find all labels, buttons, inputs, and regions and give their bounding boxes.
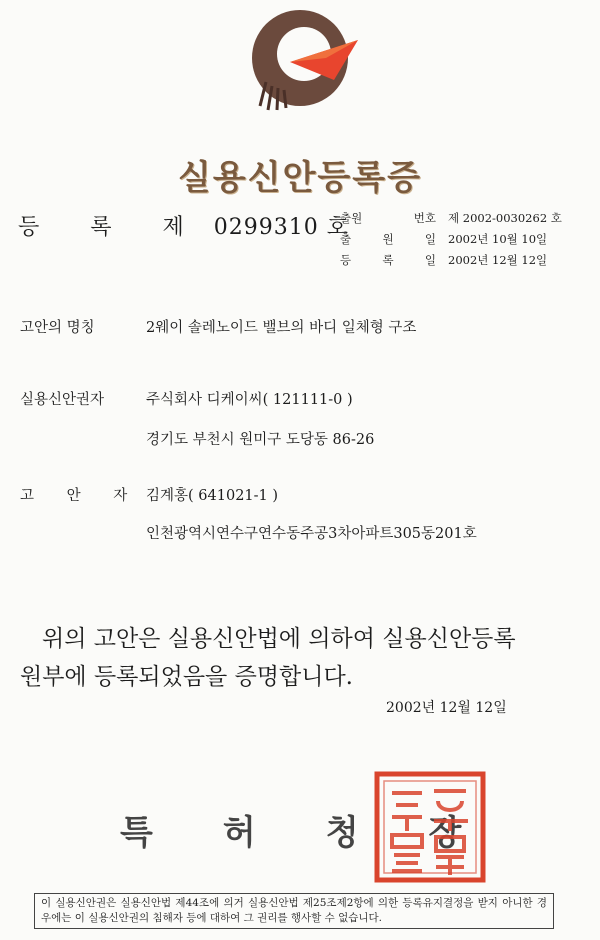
meta-value: 2002년 12월 12일	[448, 253, 548, 267]
device-name-label: 고안의 명칭	[20, 320, 95, 336]
footer-legal-note: 이 실용신안권은 실용신안법 제44조에 의거 실용신안법 제25조제2항에 의한 등록유지결정을 받지 아니한 경우에는 이 실용신안권의 침해자 등에 대하여 그 권리를 행사할 수 없습니다.	[34, 893, 554, 929]
meta-key: 출원 번호	[340, 211, 436, 225]
holder-address: 경기도 부천시 원미구 도당동 86-26	[146, 432, 375, 448]
registration-value: 0299310	[213, 215, 319, 240]
statement-line-1: 위의 고안은 실용신안법에 의하여 실용신안등록	[42, 626, 516, 652]
official-seal-icon	[374, 771, 486, 883]
registration-label: 등 록 제	[18, 215, 206, 240]
emblem-logo-icon	[230, 2, 370, 114]
holder-label: 실용신안권자	[20, 392, 105, 408]
issue-date: 2002년 12월 12일	[386, 700, 507, 716]
statement-line-2: 원부에 등록되었음을 증명합니다.	[20, 664, 353, 690]
certificate-title: 실용신안등록증	[178, 158, 422, 198]
registration-number	[18, 210, 349, 241]
inventor-address: 인천광역시연수구연수동주공3차아파트305동201호	[146, 526, 477, 542]
meta-value: 제 2002-0030262 호	[448, 211, 562, 225]
inventor-name: 김계홍( 641021-1 )	[146, 488, 279, 504]
meta-key: 출 원 일	[340, 232, 436, 246]
inventor-label: 고 안 자	[20, 488, 142, 504]
meta-row	[340, 229, 562, 250]
registration-suffix: 호	[326, 215, 349, 240]
meta-value: 2002년 10월 10일	[448, 232, 548, 246]
application-meta	[340, 208, 562, 271]
certification-statement	[20, 620, 516, 696]
issuing-office: 특허청장	[120, 813, 532, 853]
meta-key: 등 록 일	[340, 253, 436, 267]
holder-name: 주식회사 디케이씨( 121111-0 )	[146, 392, 353, 408]
device-name-value: 2웨이 솔레노이드 밸브의 바디 일체형 구조	[146, 320, 417, 336]
meta-row	[340, 250, 562, 271]
meta-row	[340, 208, 562, 229]
